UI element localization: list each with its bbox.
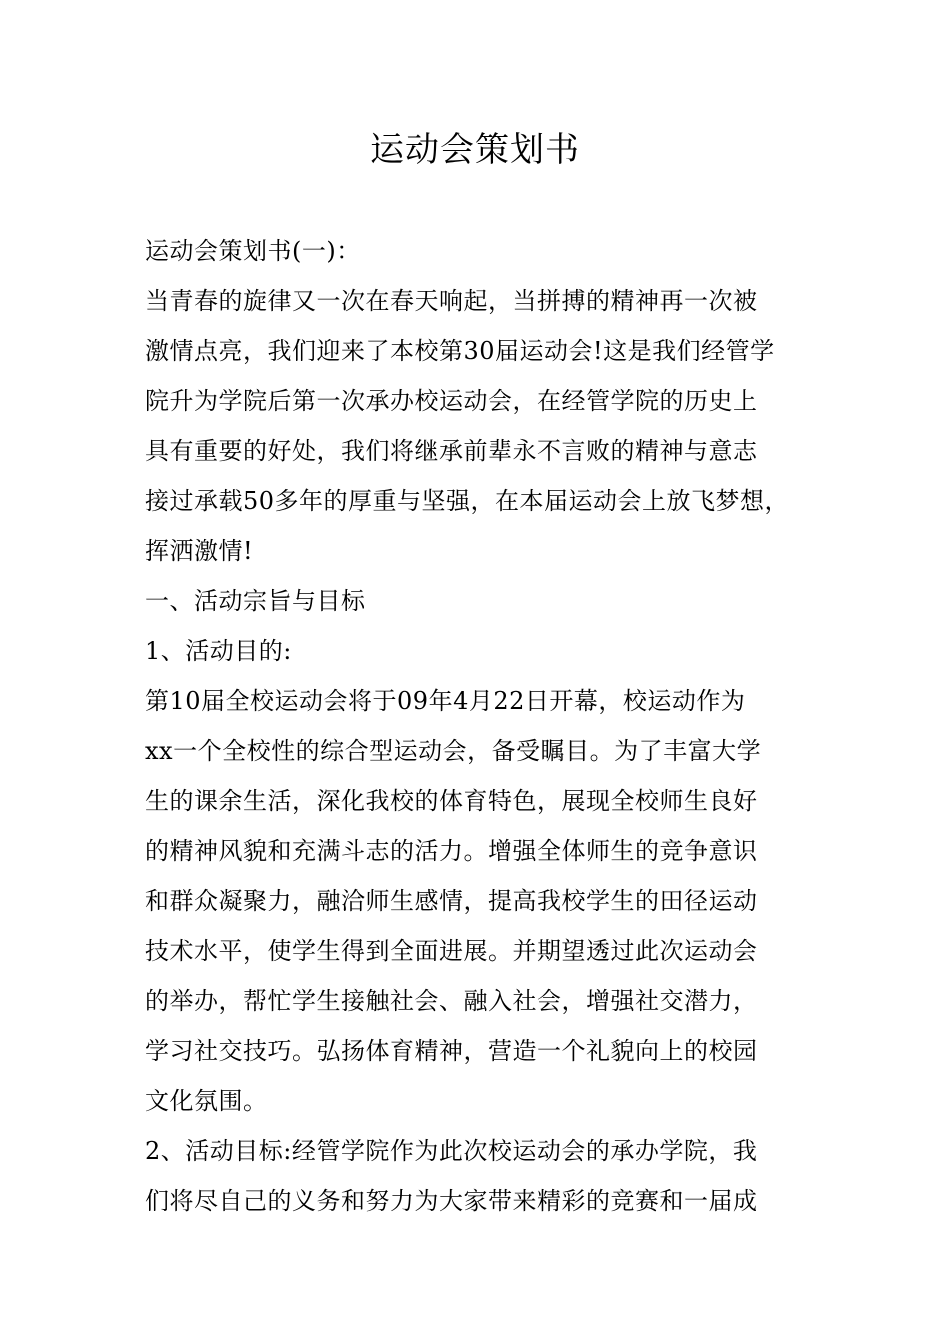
text-line: 第10届全校运动会将于09年4月22日开幕，校运动作为 (145, 687, 746, 715)
text-line: 激情点亮，我们迎来了本校第30届运动会!这是我们经管学 (145, 337, 775, 365)
text-line: 院升为学院后第一次承办校运动会，在经管学院的历史上 (145, 387, 758, 415)
text-line: 们将尽自己的义务和努力为大家带来精彩的竞赛和一届成 (145, 1187, 758, 1215)
section-heading: 一、活动宗旨与目标 (145, 587, 366, 615)
document-body (145, 226, 835, 1226)
text-line: 和群众凝聚力，融洽师生感情，提高我校学生的田径运动 (145, 887, 758, 915)
document-title: 运动会策划书 (370, 130, 580, 170)
text-line: 挥洒激情! (145, 537, 254, 565)
text-line: 的举办，帮忙学生接触社会、融入社会，增强社交潜力， (145, 987, 758, 1015)
text-line: xx一个全校性的综合型运动会，备受瞩目。为了丰富大学 (145, 737, 762, 765)
text-line: 当青春的旋律又一次在春天响起，当拼搏的精神再一次被 (145, 287, 758, 315)
text-line: 的精神风貌和充满斗志的活力。增强全体师生的竞争意识 (145, 837, 758, 865)
text-line: 运动会策划书(一)： (145, 237, 361, 265)
text-line: 接过承载50多年的厚重与坚强，在本届运动会上放飞梦想， (145, 487, 790, 515)
text-line: 技术水平，使学生得到全面进展。并期望透过此次运动会 (145, 937, 758, 965)
text-line: 学习社交技巧。弘扬体育精神，营造一个礼貌向上的校园 (145, 1037, 758, 1065)
text-line: 2、活动目标:经管学院作为此次校运动会的承办学院，我 (145, 1137, 758, 1165)
text-line: 生的课余生活，深化我校的体育特色，展现全校师生良好 (145, 787, 758, 815)
subsection-heading: 1、活动目的: (145, 637, 292, 665)
text-line: 具有重要的好处，我们将继承前辈永不言败的精神与意志 (145, 437, 758, 465)
text-line: 文化氛围。 (145, 1087, 268, 1115)
